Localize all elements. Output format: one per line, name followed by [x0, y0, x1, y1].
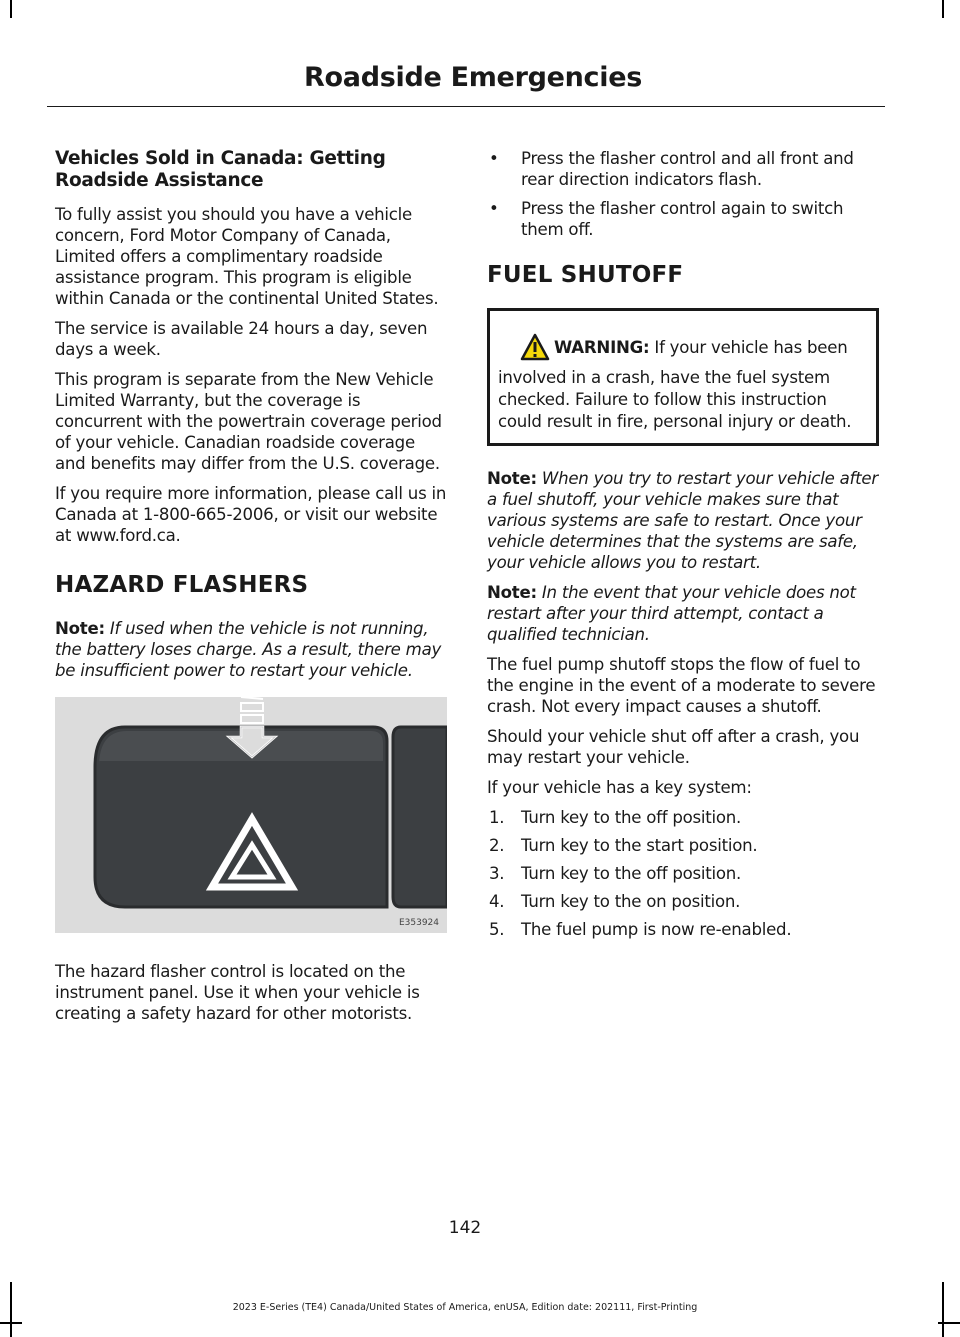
- hazard-note: [55, 618, 447, 681]
- canada-paragraph-3: This program is separate from the New Vehicle Limited Warranty, but the coverage is concurrent with the powertrain coverage period of your vehicle. Canadian roadside coverage and benefits may differ from the U.S. coverage.: [55, 370, 442, 473]
- key-restart-steps: [487, 807, 879, 940]
- list-item: 2. Turn key to the start position.: [489, 836, 758, 855]
- fuel-note-2: [487, 582, 879, 645]
- hazard-button-illustration: [55, 697, 447, 933]
- list-item: 5. The fuel pump is now re-enabled.: [489, 920, 792, 939]
- fuel-note-1-text: When you try to restart your vehicle after a fuel shutoff, your vehicle makes sure that various systems are safe to restart. Once your vehicle determines that the systems are safe, your vehicle allows you to restart.: [487, 469, 878, 572]
- warning-text: If your vehicle has been involved in a crash, have the fuel system checked. Failure to follow this instruction could result in fire, personal injury or death.: [498, 338, 852, 431]
- crop-mark-bottom-right: [942, 1282, 944, 1337]
- hazard-description: The hazard flasher control is located on the instrument panel. Use it when your vehicle is creating a safety hazard for other motorists.: [55, 962, 420, 1023]
- crop-mark-bottom-left-h: [0, 1322, 22, 1324]
- warning-triangle-icon: [520, 333, 550, 367]
- list-item: 1. Turn key to the off position.: [489, 808, 742, 827]
- figure-code: E353924: [398, 918, 439, 928]
- crop-mark-bottom-right-h: [938, 1322, 960, 1324]
- fuel-note-2-label: Note:: [487, 583, 537, 602]
- page-number: 142: [448, 1218, 482, 1238]
- hazard-flasher-figure: [55, 697, 447, 933]
- crop-mark-top-right: [942, 0, 944, 18]
- edition-footer: 2023 E-Series (TE4) Canada/United States of America, enUSA, Edition date: 202111, First-Printing: [232, 1302, 698, 1313]
- fuel-warning-box: [487, 308, 879, 446]
- page-header-title: Roadside Emergencies: [304, 62, 642, 93]
- list-item: 4. Turn key to the on position.: [489, 892, 741, 911]
- hazard-flashers-heading: HAZARD FLASHERS: [55, 572, 309, 598]
- left-column: [55, 148, 447, 1033]
- canada-paragraph-4: If you require more information, please call us in Canada at 1-800-665-2006, or visit our website at www.ford.ca.: [55, 484, 447, 545]
- right-column: [487, 148, 879, 947]
- warning-label: WARNING:: [554, 338, 650, 357]
- header-divider: [47, 106, 885, 107]
- fuel-paragraph-1: The fuel pump shutoff stops the flow of fuel to the engine in the event of a moderate to severe crash. Not every impact causes a shutoff.: [487, 655, 876, 716]
- list-item: 3. Turn key to the off position.: [489, 864, 742, 883]
- hazard-note-label: Note:: [55, 619, 105, 638]
- fuel-paragraph-3: If your vehicle has a key system:: [487, 778, 752, 797]
- fuel-note-1: [487, 468, 879, 573]
- fuel-paragraph-2: Should your vehicle shut off after a crash, you may restart your vehicle.: [487, 727, 860, 767]
- hazard-note-text: If used when the vehicle is not running, the battery loses charge. As a result, there may be insufficient power to restart your vehicle.: [55, 619, 442, 680]
- crop-mark-top-left: [10, 0, 12, 18]
- canada-paragraph-1: To fully assist you should you have a vehicle concern, Ford Motor Company of Canada, Limited offers a complimentary roadside assistance program. This program is eligible within Canada or the continental United States.: [55, 205, 439, 308]
- fuel-shutoff-heading: FUEL SHUTOFF: [487, 262, 684, 288]
- flasher-bullet-list: [487, 148, 879, 240]
- fuel-note-1-label: Note:: [487, 469, 537, 488]
- canada-paragraph-2: The service is available 24 hours a day, seven days a week.: [55, 319, 428, 359]
- list-item: • Press the flasher control again to switch them off.: [487, 198, 879, 240]
- canada-roadside-heading: Vehicles Sold in Canada: Getting Roadside Assistance: [55, 148, 386, 191]
- fuel-note-2-text: In the event that your vehicle does not restart after your third attempt, contact a qualified technician.: [487, 583, 856, 644]
- list-item: • Press the flasher control and all front and rear direction indicators flash.: [487, 148, 879, 190]
